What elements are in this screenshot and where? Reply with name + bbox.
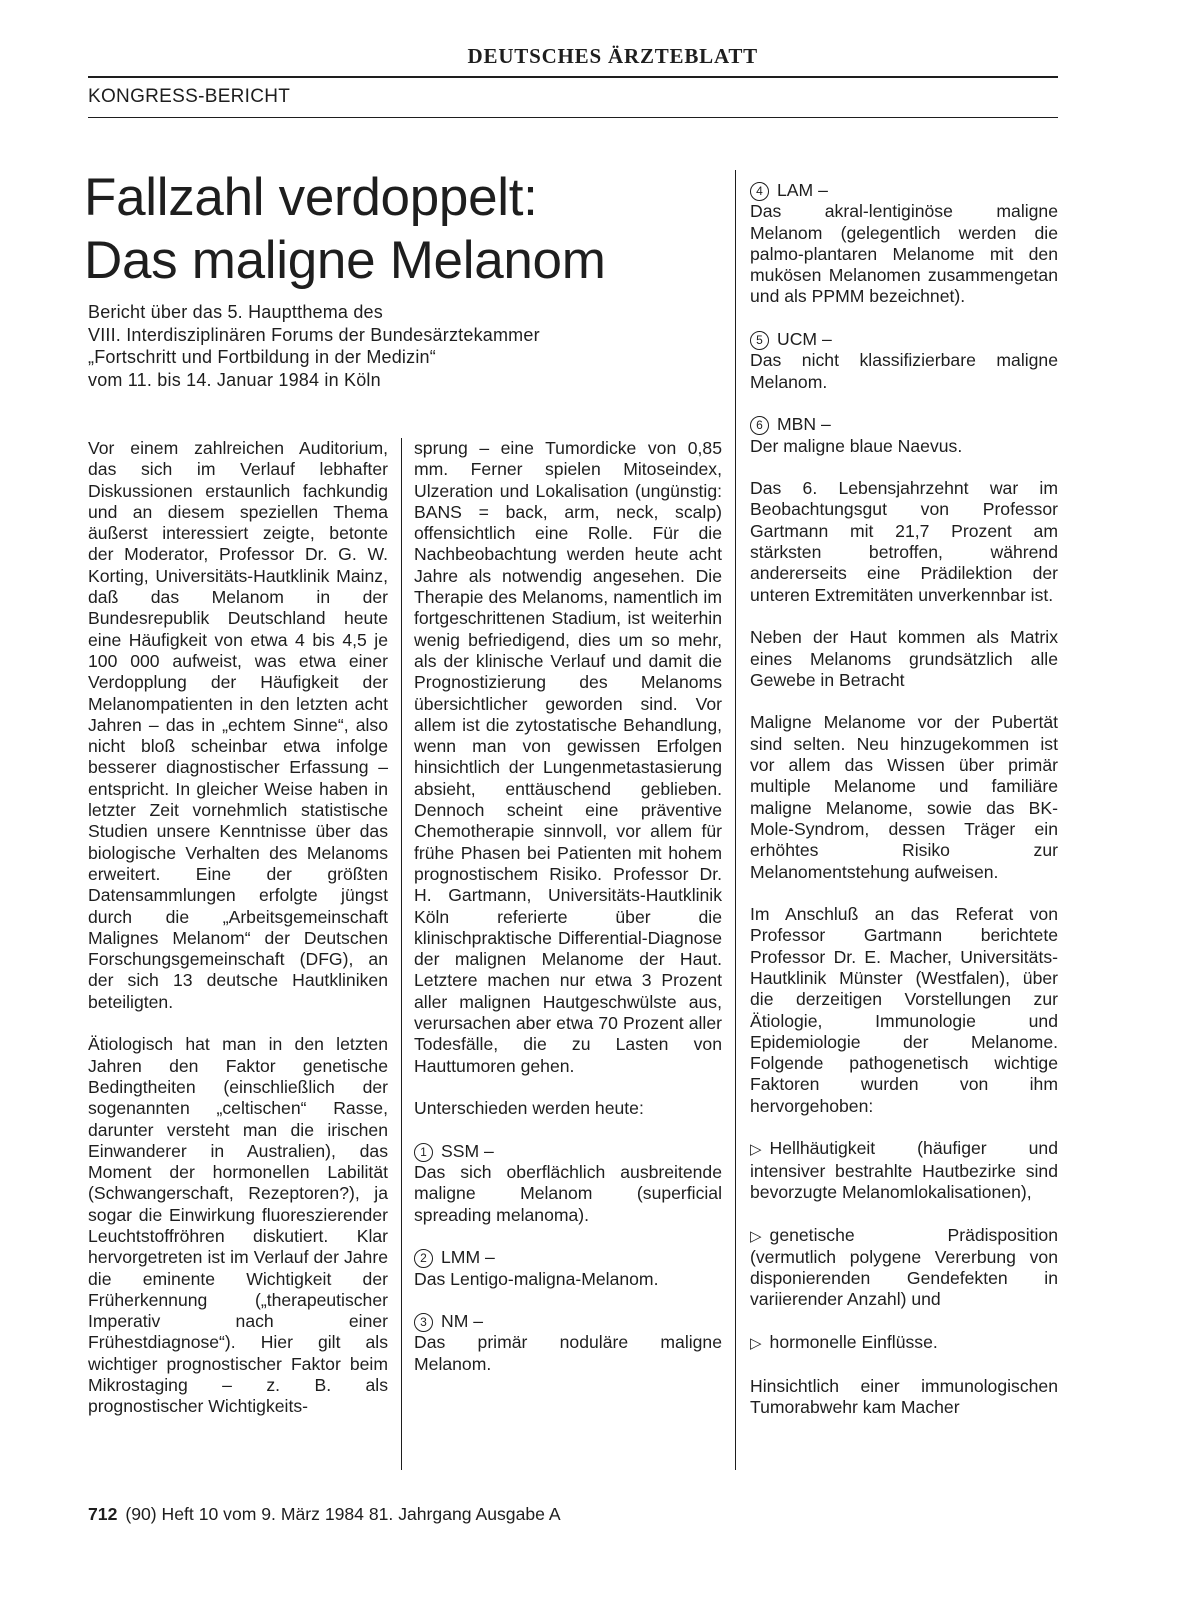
type-abbr: NM – [441, 1311, 484, 1332]
column-divider [401, 438, 402, 1470]
subtitle-line: VIII. Interdisziplinären Forums der Bundesärztekammer [88, 324, 540, 345]
subtitle-line: vom 11. bis 14. Januar 1984 in Köln [88, 369, 381, 390]
column-3 [750, 180, 1058, 1418]
melanoma-type-item [750, 414, 1058, 457]
paragraph: Unterschieden werden heute: [414, 1098, 644, 1119]
article-title [84, 166, 606, 292]
type-description: Der maligne blaue Naevus. [750, 435, 963, 456]
type-abbr: LMM – [441, 1247, 495, 1268]
paragraph: Vor einem zahlreichen Auditorium, das sich im Verlauf lebhafter Diskussionen erstaunlich fachkundig und an diesem speziellen Thema äußerst interessiert zeigte, betonte der Moderator, Professor Dr. G. W. Korting, Universitäts-Hautklinik Mainz, daß das Melanom in der Bundesrepublik Deutschland heute eine Häufigkeit von etwa 4 bis 4,5 je 100 000 aufweist, was etwa einer Verdopplung der Häufigkeit der Melanompatienten in den letzten acht Jahren – das in „echtem Sinne“, also nicht bloß scheinbar etwa infolge besserer diagnostischer Erfassung – entspricht. In gleicher Weise haben in letzter Zeit vornehmlich statistische Studien unsere Kenntnisse über das biologische Verhalten des Melanoms erweitert. Eine der größten Datensammlungen erfolgte jüngst durch die „Arbeitsgemeinschaft Malignes Melanom“ der Deutschen Forschungsgemeinschaft (DFG), an der sich 13 deutsche Hautkliniken beteiligten. [88, 438, 388, 1012]
subtitle-line: „Fortschritt und Fortbildung in der Medizin“ [88, 347, 436, 367]
paragraph: Im Anschluß an das Referat von Professor Gartmann berichtete Professor Dr. E. Macher, Universitäts-Hautklinik Münster (Westfalen), über die derzeitigen Vorstellungen zur Ätiologie, Immunologie und Epidemiologie der Melanome. Folgende pathogenetisch wichtige Faktoren wurden von ihm hervorgehoben: [750, 904, 1058, 1116]
factor-text: hormonelle Einflüsse. [769, 1332, 938, 1353]
type-description: Das sich oberflächlich ausbreitende maligne Melanom (superficial spreading melanoma). [414, 1162, 722, 1225]
paragraph: Ätiologisch hat man in den letzten Jahren den Faktor genetische Bedingtheiten (einschließlich der sogenannten „celtischen“ Rasse, darunter versteht man die irischen Einwanderer in Australien), das Moment der hormonellen Labilität (Schwangerschaft, Rezeptoren?), ja sogar die Einwirkung fluoreszierender Leuchtstoffröhren diskutiert. Klar hervorgetreten ist im Verlauf der Jahre die eminente Wichtigkeit der Früherkennung („therapeutischer Imperativ nach einer Frühestdiagnose“). Hier gilt als wichtiger prognostischer Faktor beim Mikrostaging – z. B. als prognostischer Wichtigkeits- [88, 1034, 388, 1417]
melanoma-type-item [750, 329, 1058, 393]
factor-text: genetische Prädisposition (vermutlich polygene Vererbung von disponierenden Gendefekten in variierender Anzahl) und [750, 1224, 1058, 1310]
triangle-bullet-icon: ▷ [750, 1227, 762, 1245]
melanoma-type-item [414, 1311, 722, 1375]
type-abbr: LAM – [777, 180, 828, 200]
masthead-rule [88, 76, 1058, 78]
paragraph: Neben der Haut kommen als Matrix eines Melanoms grundsätzlich alle Gewebe in Betracht [750, 627, 1058, 690]
column-2 [414, 438, 722, 1396]
type-description: Das akral-lentiginöse maligne Melanom (gelegentlich werden die palmo-plantaren Melanome mit den mukösen Melanomen zusammengetan und als PPMM bezeichnet). [750, 201, 1058, 307]
column-divider [735, 170, 736, 1470]
melanoma-type-item [414, 1247, 722, 1290]
paragraph: Hinsichtlich einer immunologischen Tumorabwehr kam Macher [750, 1375, 1058, 1417]
title-line-2: Das maligne Melanom [84, 231, 606, 290]
page-number: 712 [88, 1504, 118, 1524]
circled-number: 2 [414, 1249, 433, 1268]
paragraph: Das 6. Lebensjahrzehnt war im Beobachtungsgut von Professor Gartmann mit 21,7 Prozent am stärksten betroffen, während andererseits eine Prädilektion der unteren Extremitäten unverkennbar ist. [750, 478, 1058, 605]
factor-text: Hellhäutigkeit (häufiger und intensiver bestrahlte Hautbezirke sind bevorzugte Melanomlokalisationen), [750, 1138, 1058, 1202]
circled-number: 3 [414, 1313, 433, 1332]
circled-number: 4 [750, 182, 769, 201]
column-1 [88, 438, 388, 1418]
type-description: Das nicht klassifizierbare maligne Melanom. [750, 350, 1058, 392]
factor-item [750, 1138, 1058, 1203]
type-description: Das primär noduläre maligne Melanom. [414, 1332, 722, 1374]
article-subtitle [88, 301, 708, 391]
paragraph: Maligne Melanome vor der Pubertät sind selten. Neu hinzugekommen ist vor allem das Wissen über primär multiple Melanome und familiäre maligne Melanome, sowie das BK-Mole-Syndrom, dessen Träger ein erhöhtes Risiko zur Melanomentstehung aufweisen. [750, 712, 1058, 882]
type-abbr: SSM – [441, 1140, 494, 1161]
masthead-title: DEUTSCHES ÄRZTEBLATT [467, 44, 758, 68]
triangle-bullet-icon: ▷ [750, 1335, 762, 1353]
section-rule [88, 117, 1058, 118]
melanoma-type-item [414, 1141, 722, 1226]
page-footer [88, 1504, 561, 1525]
circled-number: 6 [750, 416, 769, 435]
factor-item [750, 1332, 1058, 1354]
type-abbr: UCM – [777, 329, 832, 350]
paragraph: sprung – eine Tumordicke von 0,85 mm. Ferner spielen Mitoseindex, Ulzeration und Lokalisation (ungünstig: BANS = back, arm, neck, scalp) offensichtlich eine Rolle. Für die Nachbeobachtung werden heute acht Jahre als notwendig angesehen. Die Therapie des Melanoms, namentlich im fortgeschrittenen Stadium, ist weiterhin wenig befriedigend, dies um so mehr, als der klinische Verlauf und damit die Prognostizierung des Melanoms übersichtlicher geworden sind. Vor allem ist die zytostatische Behandlung, wenn man von gewissen Erfolgen hinsichtlich der Lungenmetastasierung absieht, enttäuschend geblieben. Dennoch scheint eine präventive Chemotherapie sinnvoll, vor allem für frühe Phasen bei Patienten mit hohem prognostischem Risiko. Professor Dr. H. Gartmann, Universitäts-Hautklinik Köln referierte über die klinischpraktische Differential-Diagnose der malignen Melanome der Haut. Letztere machen nur etwa 3 Prozent aller malignen Hautgeschwülste aus, verursachen aber etwa 70 Prozent aller Todesfälle, die zu Lasten von Hauttumoren gehen. [414, 438, 722, 1076]
type-abbr: MBN – [777, 414, 831, 435]
subtitle-line: Bericht über das 5. Hauptthema des [88, 302, 383, 322]
title-line-1: Fallzahl verdoppelt: [84, 168, 538, 227]
section-label: KONGRESS-BERICHT [88, 86, 291, 107]
factor-item [750, 1225, 1058, 1311]
circled-number: 1 [414, 1143, 433, 1162]
issue-info: (90) Heft 10 vom 9. März 1984 81. Jahrgang Ausgabe A [125, 1504, 561, 1524]
triangle-bullet-icon: ▷ [750, 1141, 762, 1159]
melanoma-type-item [750, 180, 1058, 308]
type-description: Das Lentigo-maligna-Melanom. [414, 1268, 659, 1289]
circled-number: 5 [750, 331, 769, 350]
